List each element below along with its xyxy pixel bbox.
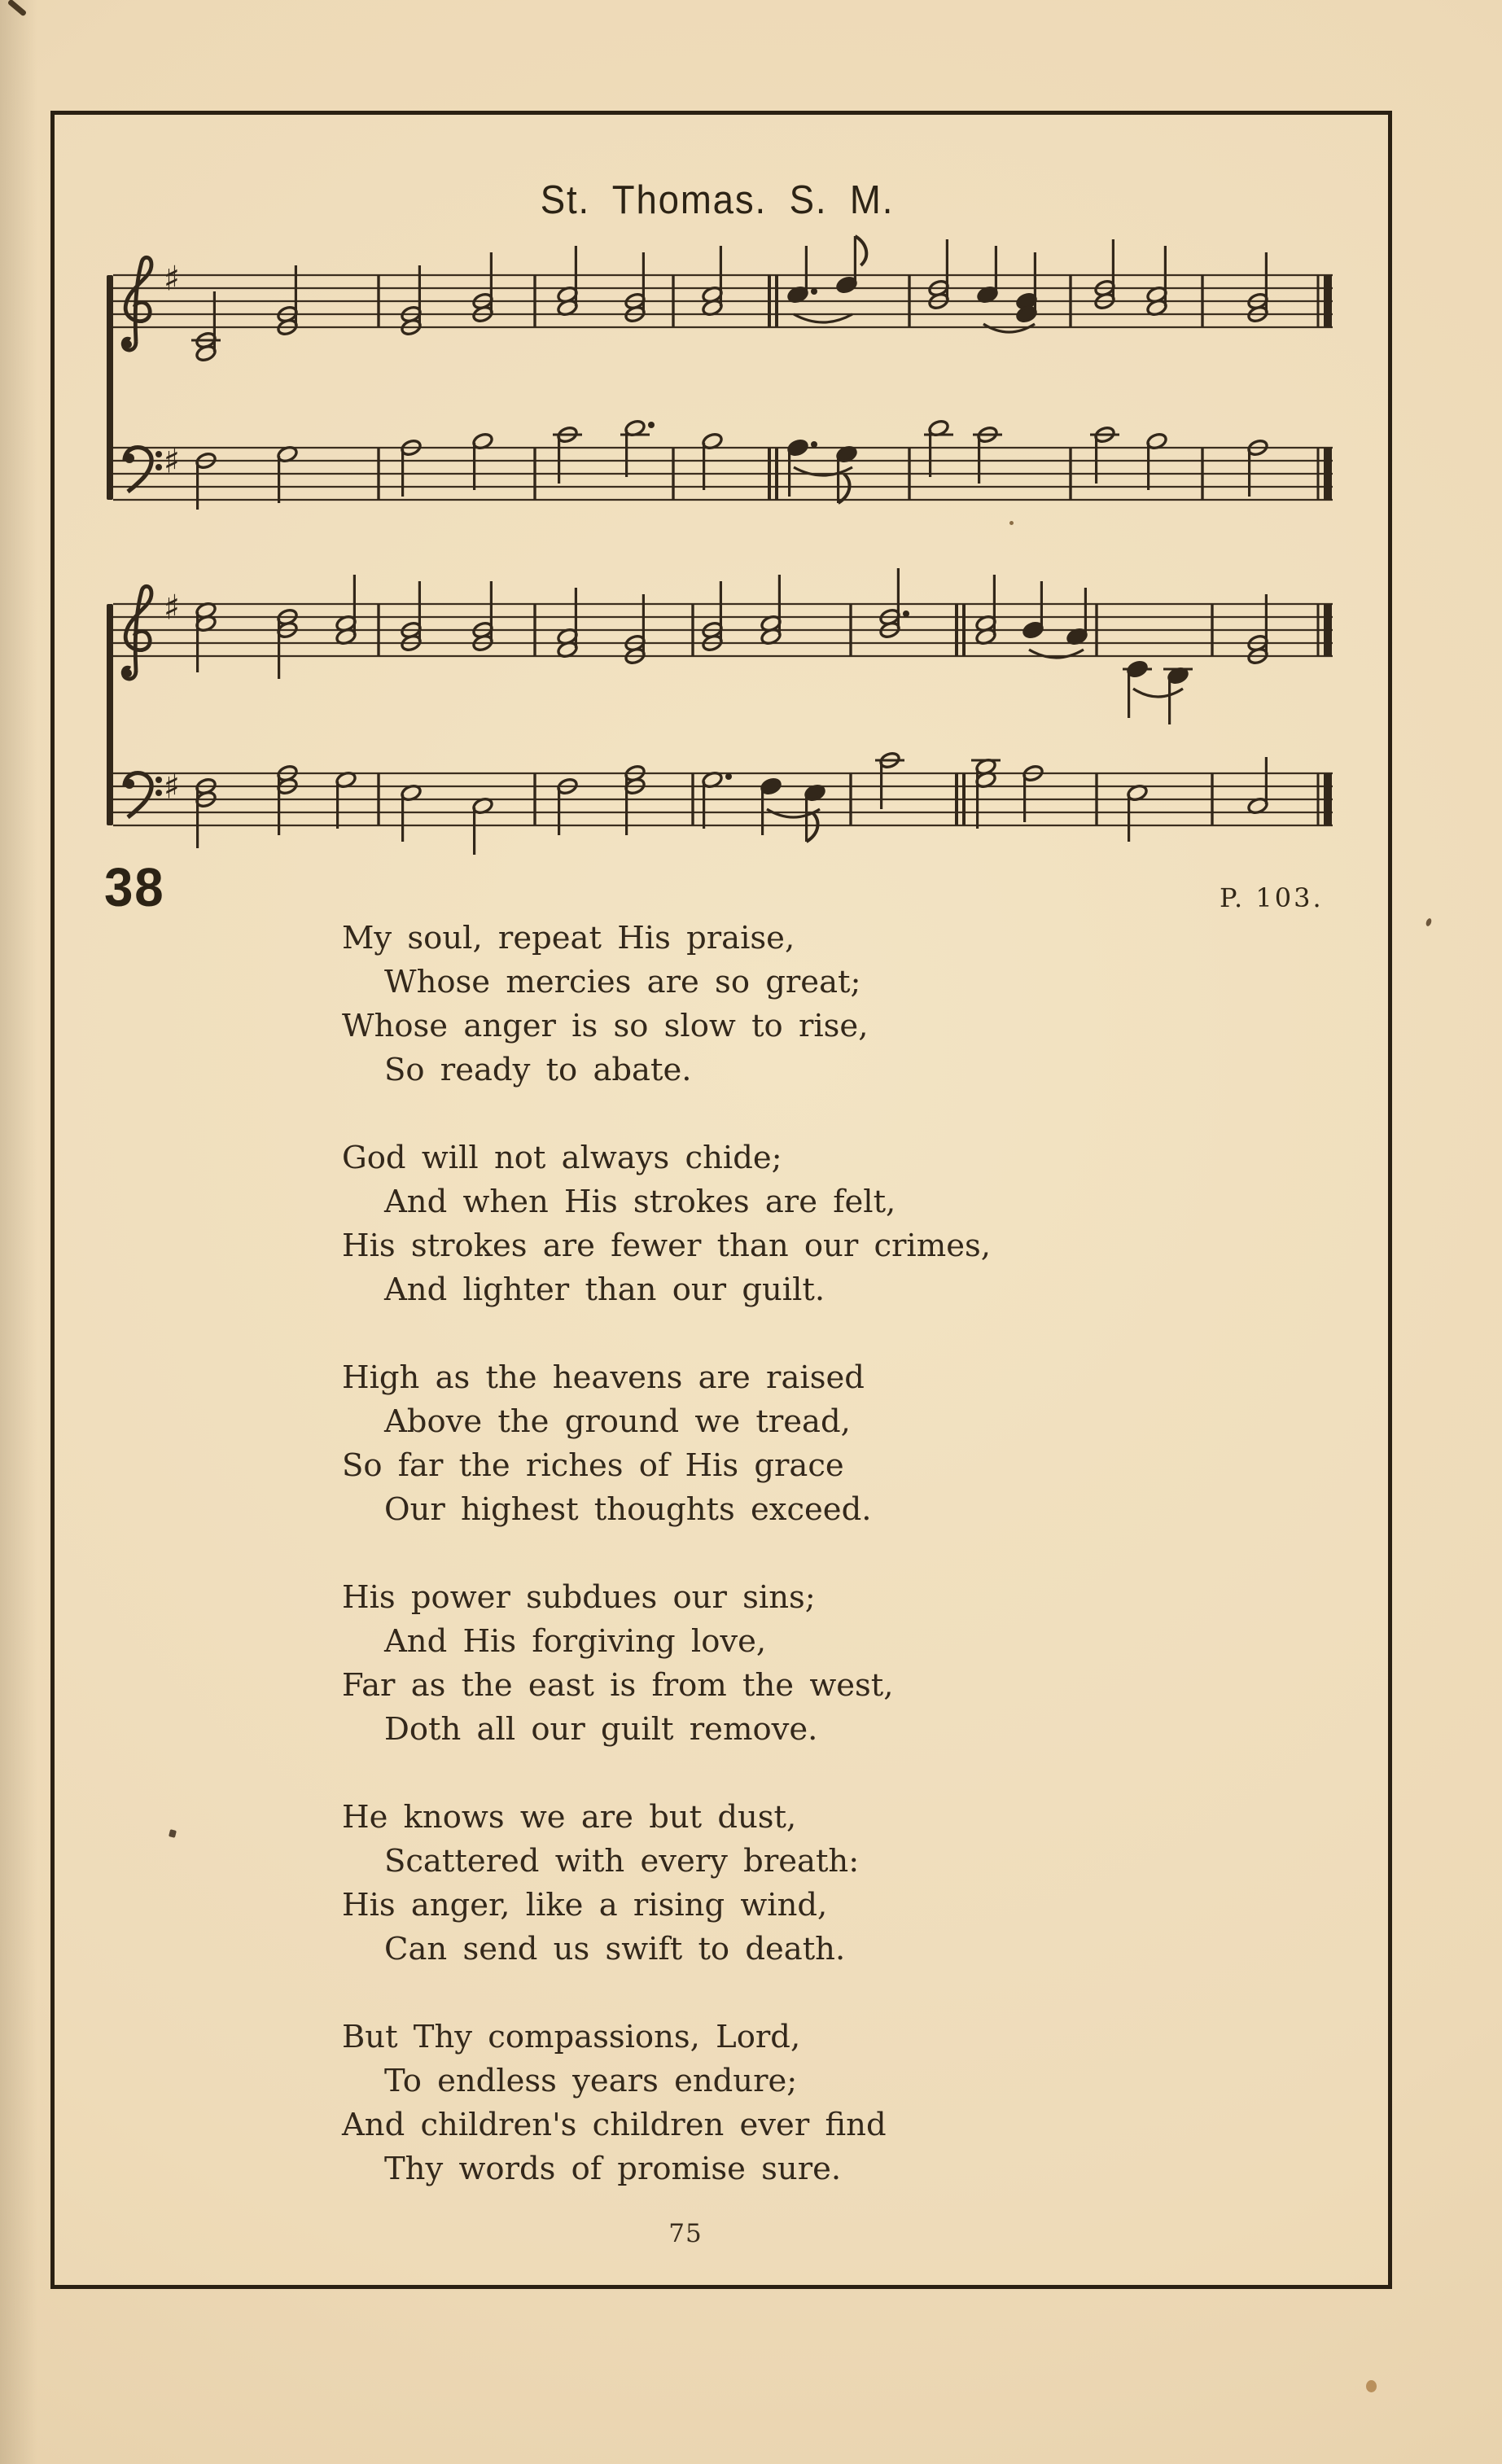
stanza-line: Whose anger is so slow to rise, bbox=[342, 1008, 869, 1044]
stanza bbox=[342, 1136, 1246, 1312]
stanza-line: Our highest thoughts exceed. bbox=[384, 1491, 872, 1528]
stanza bbox=[342, 917, 1246, 1092]
stanza-line: He knows we are but dust, bbox=[342, 1799, 797, 1836]
stanza-line: And when His strokes are felt, bbox=[384, 1184, 896, 1220]
music-staves bbox=[69, 234, 1355, 877]
stanza-line: But Thy compassions, Lord, bbox=[342, 2019, 801, 2055]
paper-speck bbox=[1366, 2380, 1377, 2392]
stanza-line: His strokes are fewer than our crimes, bbox=[342, 1228, 992, 1264]
stanza-line: High as the heavens are raised bbox=[342, 1359, 865, 1396]
svg-text:♯: ♯ bbox=[163, 766, 181, 807]
stanza-line: His power subdues our sins; bbox=[342, 1579, 816, 1616]
stanza-line: To endless years endure; bbox=[384, 2063, 798, 2099]
stanza-line: My soul, repeat His praise, bbox=[342, 920, 795, 956]
svg-text:♯: ♯ bbox=[163, 587, 181, 628]
music-notation bbox=[69, 234, 1355, 877]
stanza-line: His anger, like a rising wind, bbox=[342, 1887, 828, 1923]
stanza-line: Far as the east is from the west, bbox=[342, 1667, 894, 1704]
stanza-line: Doth all our guilt remove. bbox=[384, 1711, 818, 1748]
svg-text:♯: ♯ bbox=[163, 258, 181, 299]
stanza-line: So far the riches of His grace bbox=[342, 1447, 844, 1484]
stanza-line: And lighter than our guilt. bbox=[384, 1271, 825, 1308]
stanza-line: Whose mercies are so great; bbox=[384, 964, 861, 1000]
stanza-line: Thy words of promise sure. bbox=[384, 2151, 842, 2187]
stanza bbox=[342, 1576, 1246, 1752]
stanza-line: Above the ground we tread, bbox=[384, 1403, 851, 1440]
page-number: 75 bbox=[668, 2219, 703, 2248]
stanza bbox=[342, 1356, 1246, 1532]
tune-title: St. Thomas. S. M. bbox=[540, 178, 895, 222]
hymn-text bbox=[342, 917, 1246, 2235]
stanza-line: Scattered with every breath: bbox=[384, 1843, 860, 1880]
hymn-number: 38 bbox=[103, 857, 165, 918]
stanza-line: So ready to abate. bbox=[384, 1052, 692, 1088]
paper-speck bbox=[1425, 917, 1432, 926]
stanza-line: And children's children ever find bbox=[342, 2107, 887, 2143]
stanza-line: And His forgiving love, bbox=[384, 1623, 767, 1660]
stanza-line: Can send us swift to death. bbox=[384, 1931, 846, 1967]
paper-speck bbox=[1009, 521, 1014, 525]
stanza-line: God will not always chide; bbox=[342, 1140, 782, 1176]
psalm-reference: P. 103. bbox=[1220, 882, 1324, 913]
stanza bbox=[342, 1796, 1246, 1972]
stanza bbox=[342, 2015, 1246, 2191]
svg-text:♯: ♯ bbox=[163, 440, 181, 481]
page-edge-shadow bbox=[0, 0, 37, 2464]
